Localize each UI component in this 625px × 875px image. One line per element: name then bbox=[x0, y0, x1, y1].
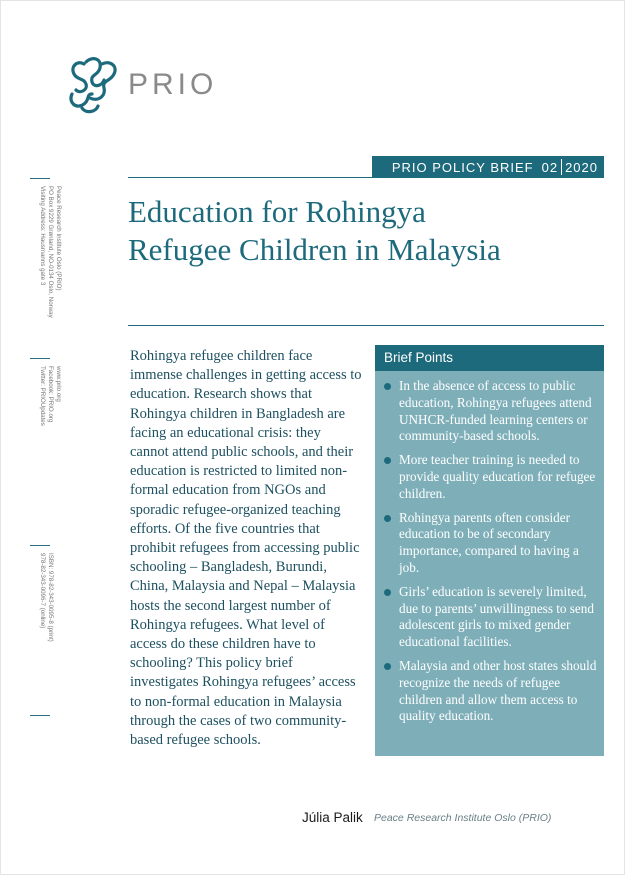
margin-rule bbox=[30, 715, 50, 716]
list-item: Malaysia and other host states should recognize the needs of refugee children and allow them access to quality education. bbox=[383, 658, 598, 725]
banner-year: 2020 bbox=[565, 159, 598, 175]
bullet-icon bbox=[384, 383, 391, 390]
list-item: Girls’ education is severely limited, due to parents’ unwillingness to send adolescent girls to mixed gender educational facilities. bbox=[383, 584, 598, 651]
list-item: In the absence of access to public education, Rohingya refugees attend UNHCR-funded learning centers or community-based schools. bbox=[383, 378, 598, 445]
bullet-icon bbox=[384, 515, 391, 522]
bullet-icon bbox=[384, 663, 391, 670]
banner-series: PRIO POLICY BRIEF bbox=[391, 159, 534, 175]
title-line-1: Education for Rohingya bbox=[128, 194, 426, 229]
list-item: Rohingya parents often consider education to be of secondary importance, compared to having a job. bbox=[383, 510, 598, 577]
prio-logo-icon bbox=[62, 50, 130, 118]
title-rule bbox=[128, 325, 604, 326]
bullet-icon bbox=[384, 457, 391, 464]
bullet-icon bbox=[384, 589, 391, 596]
header-rule bbox=[128, 177, 604, 178]
margin-rule bbox=[30, 178, 50, 179]
sidebar-isbn: ISBN: 978-82-343-0095-8 (print) 978-82-343-0096-7 (online) bbox=[39, 553, 54, 642]
logo-text: PRIO bbox=[128, 68, 218, 101]
list-item: More teacher training is needed to provide quality education for refugee children. bbox=[383, 452, 598, 502]
author-name: Júlia Palik bbox=[302, 810, 363, 825]
brief-points-heading: Brief Points bbox=[375, 345, 604, 371]
sidebar-address: Peace Research Institute Oslo (PRIO) PO Box 9229 Grønland, NO-0134 Oslo, Norway Visiting Address: Hausmanns gate 3 bbox=[39, 186, 62, 318]
policy-brief-banner bbox=[372, 156, 604, 178]
margin-rule bbox=[30, 545, 50, 546]
sidebar-web: www.prio.org Facebook: PRIO.org Twitter: PRIOUpdates bbox=[39, 366, 62, 426]
author-affiliation: Peace Research Institute Oslo (PRIO) bbox=[374, 812, 552, 824]
intro-paragraph: Rohingya refugee children face immense challenges in getting access to education. Research shows that Rohingya children in Bangladesh are facing an educational crisis: they cannot attend public schools, and their education is restricted to limited non-formal education from NGOs and sporadic refugee-organized teaching efforts. Of the five countries that prohibit refugees from accessing public schooling – Bangladesh, Burundi, China, Malaysia and Nepal – Malaysia hosts the second largest number of Rohingya refugees. What level of access do these children have to schooling? This policy brief investigates Rohingya refugees’ access to non-formal education in Malaysia through the cases of two community-based refugee schools. bbox=[130, 348, 362, 749]
brief-points-box bbox=[375, 345, 604, 756]
margin-rule bbox=[30, 358, 50, 359]
banner-number: 02 bbox=[541, 159, 559, 175]
page-title bbox=[128, 193, 608, 269]
banner-separator bbox=[561, 159, 562, 175]
title-line-2: Refugee Children in Malaysia bbox=[128, 232, 501, 267]
brief-points-list bbox=[375, 371, 604, 725]
